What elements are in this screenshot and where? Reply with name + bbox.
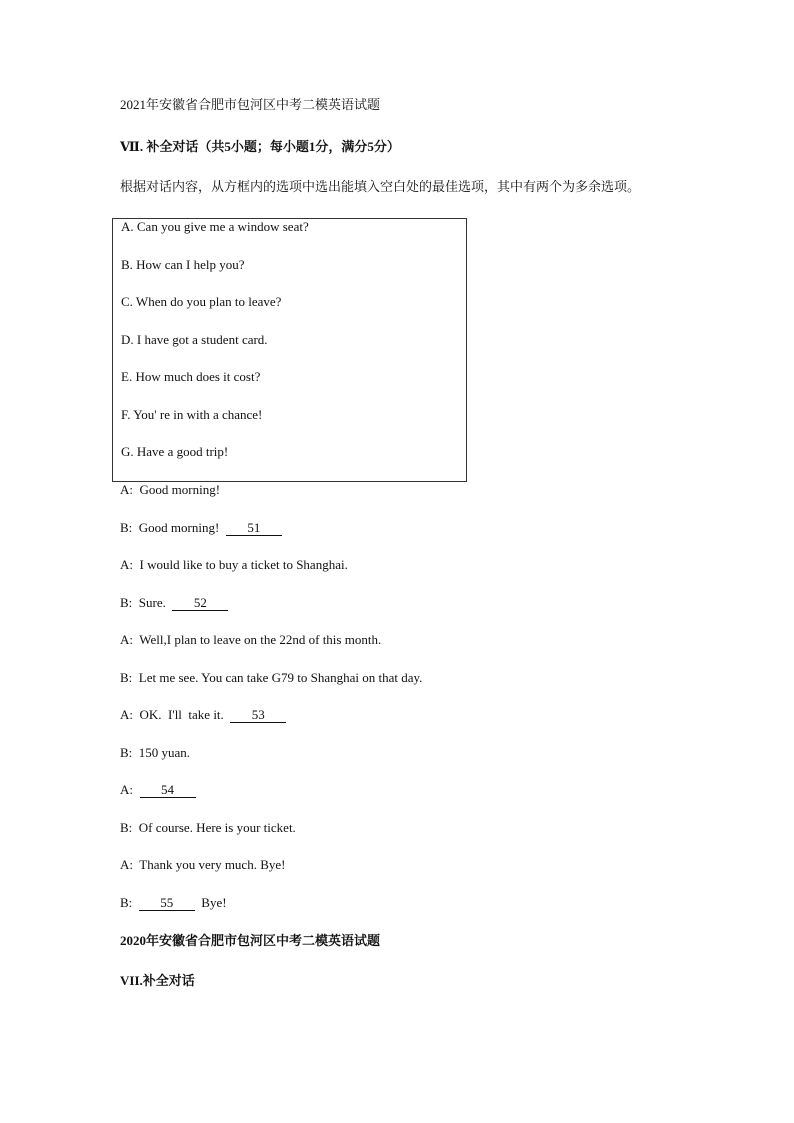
exam-title-2021: 2021年安徽省合肥市包河区中考二模英语试题 [120,97,381,112]
dialogue-line [120,744,190,762]
dialogue-line [120,856,285,874]
answer-blank: 54 [140,783,196,798]
dialogue-text: B: [120,895,139,910]
dialogue-text: A: Well,I plan to leave on the 22nd of this month. [120,632,382,647]
dialogue-text: A: I would like to buy a ticket to Shanghai. [120,557,348,572]
instructions: 根据对话内容，从方框内的选项中选出能填入空白处的最佳选项，其中有两个为多余选项。 [120,179,641,194]
answer-blank: 55 [139,896,195,911]
dialogue-text: A: OK. I'll take it. [120,707,231,722]
dialogue-text: A: [120,782,140,797]
option-a: A. Can you give me a window seat? [121,219,309,234]
answer-blank: 53 [230,708,286,723]
dialogue-line [120,556,348,574]
section-heading-2020: VII.补全对话 [120,973,195,988]
exam-title-2020: 2020年安徽省合肥市包河区中考二模英语试题 [120,933,381,948]
answer-blank: 51 [226,521,282,536]
options-box [112,218,467,482]
option-f: F. You' re in with a chance! [121,407,263,422]
dialogue-text: B: Good morning! [120,520,226,535]
dialogue-line [120,781,196,799]
dialogue-line [120,631,381,649]
dialogue-text: B: Of course. Here is your ticket. [120,820,296,835]
dialogue-line [120,669,422,687]
option-g: G. Have a good trip! [121,444,229,459]
dialogue-text: A: Good morning! [120,482,221,497]
option-e: E. How much does it cost? [121,369,261,384]
dialogue-line [120,519,282,537]
dialogue-line [120,819,296,837]
option-c: C. When do you plan to leave? [121,294,282,309]
dialogue-line [120,706,286,724]
dialogue-line [120,594,228,612]
dialogue-text: A: Thank you very much. Bye! [120,857,286,872]
answer-blank: 52 [172,596,228,611]
dialogue-text: B: 150 yuan. [120,745,191,760]
section-heading: Ⅶ. 补全对话（共5小题；每小题1分，满分5分） [120,139,400,154]
option-d: D. I have got a student card. [121,332,268,347]
dialogue-text: B: Let me see. You can take G79 to Shanghai on that day. [120,670,423,685]
dialogue-line [120,481,220,499]
dialogue-text: B: Sure. [120,595,173,610]
dialogue-after-text: Bye! [194,895,227,910]
dialogue-line [120,894,227,912]
option-b: B. How can I help you? [121,257,245,272]
